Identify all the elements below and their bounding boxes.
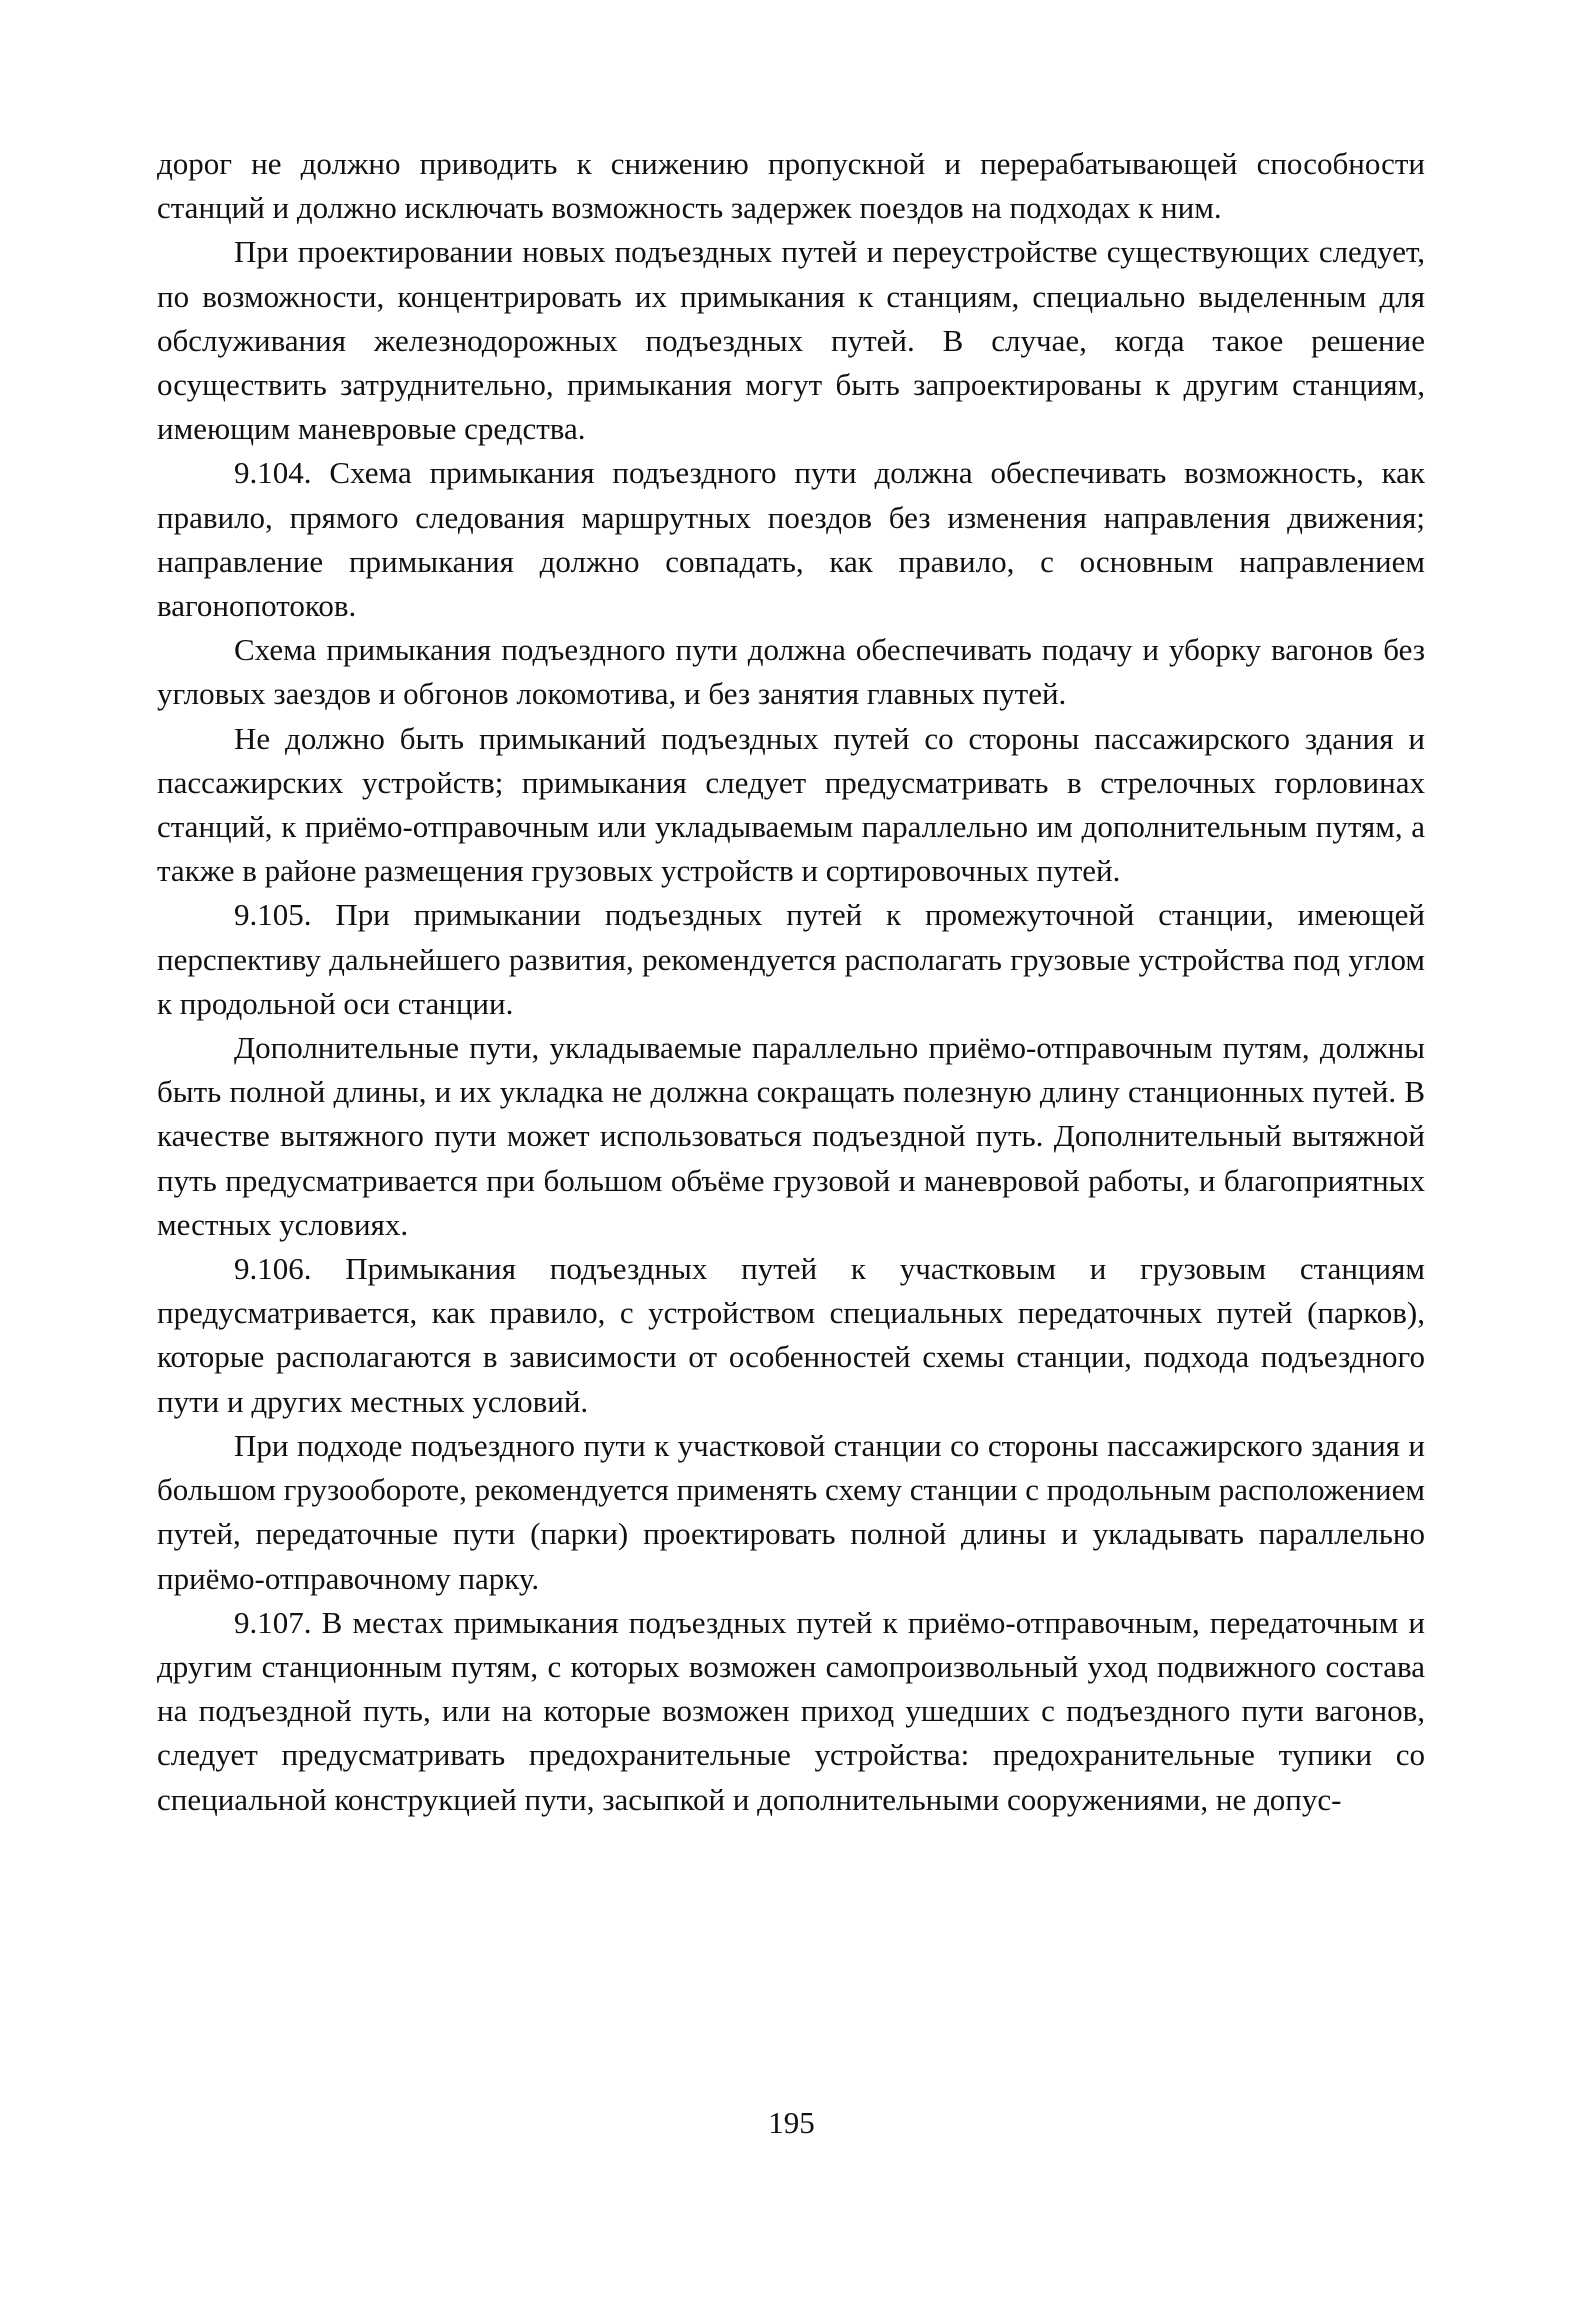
paragraph: При проектировании новых подъездных путей и переустройстве существующих следует, по возможности, концентрировать их примыкания к станциям, специально выделенным для обслуживания железнодорожных подъездных путей. В случае, когда такое решение осуществить затруднительно, примыкания могут быть запроектированы к другим станциям, имеющим маневровые средства. xyxy=(157,234,1425,447)
paragraph: Дополнительные пути, укладываемые параллельно приёмо-отправочным путям, должны быть полной длины, и их укладка не должна сокращать полезную длину станционных путей. В качестве вытяжного пути может использоваться подъездной путь. Дополнительный вытяжной путь предусматривается при большом объёме грузовой и маневровой работы, и благоприятных местных условиях. xyxy=(157,1030,1425,1242)
paragraph: Схема примыкания подъездного пути должна обеспечивать подачу и уборку вагонов без угловых заездов и обгонов локомотива, и без занятия главных путей. xyxy=(157,632,1425,712)
paragraph: При подходе подъездного пути к участковой станции со стороны пассажирского здания и большом грузообороте, рекомендуется применять схему станции с продольным расположением путей, передаточные пути (парки) проектировать полной длины и укладывать параллельно приёмо-отправочному парку. xyxy=(157,1427,1425,1596)
paragraph-9-107: 9.107. В местах примыкания подъездных путей к приёмо-отправочным, передаточным и другим станционным путям, с которых возможен самопроизвольный уход подвижного состава на подъездной путь, или на которые возможен приход ушедших с подъездного пути вагонов, следует предусматривать предохранительные устройства: предохранительные тупики со специальной конструкцией пути, засыпкой и дополнительными сооружениями, не допус- xyxy=(157,1604,1425,1817)
paragraph-9-104: 9.104. Схема примыкания подъездного пути должна обеспечивать возможность, как правило, прямого следования маршрутных поездов без изменения направления движения; направление примыкания должно совпадать, как правило, с основным направлением вагонопотоков. xyxy=(157,455,1425,624)
paragraph: Не должно быть примыканий подъездных путей со стороны пассажирского здания и пассажирских устройств; примыкания следует предусматривать в стрелочных горловинах станций, к приёмо-отправочным или укладываемым параллельно им дополнительным путям, а также в районе размещения грузовых устройств и сортировочных путей. xyxy=(157,720,1425,889)
body-text xyxy=(157,142,1425,1822)
page-number: 195 xyxy=(768,2105,815,2140)
paragraph-9-106: 9.106. Примыкания подъездных путей к участковым и грузовым станциям предусматривается, как правило, с устройством специальных передаточных путей (парков), которые располагаются в зависимости от особенностей схемы станции, подхода подъездного пути и других местных условий. xyxy=(157,1251,1425,1419)
paragraph-9-105: 9.105. При примыкании подъездных путей к промежуточной станции, имеющей перспективу дальнейшего развития, рекомендуется располагать грузовые устройства под углом к продольной оси станции. xyxy=(157,897,1425,1021)
paragraph-continuation: дорог не должно приводить к снижению пропускной и перерабатывающей способности станций и должно исключать возможность задержек поездов на подходах к ним. xyxy=(157,146,1425,226)
